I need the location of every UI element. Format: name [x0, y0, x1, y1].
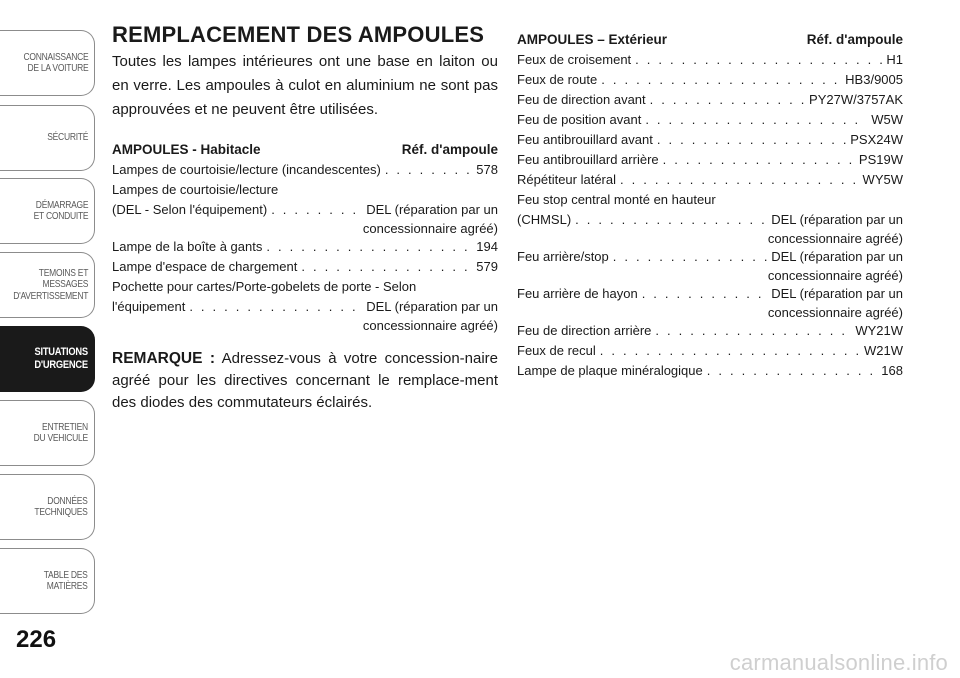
exterior-rows	[517, 321, 903, 381]
tab-label: DONNÉES TECHNIQUES	[34, 495, 88, 518]
note-label: REMARQUE :	[112, 350, 216, 367]
chapter-tabs	[0, 0, 98, 678]
table-row	[517, 130, 903, 150]
row-value: DEL (réparation par un	[771, 249, 903, 264]
row-label: Lampes de courtoisie/lecture (incandescentes)	[112, 162, 381, 177]
leader-dots	[620, 170, 859, 190]
row-value: DEL (réparation par un	[366, 202, 498, 217]
row-label: Feu arrière/stop	[517, 249, 609, 264]
intro-paragraph: Toutes les lampes intérieures ont une base en laiton ou en verre. Les ampoules à culot en aluminium ne sont pas approuvées et ne peuvent être utilisées.	[112, 53, 498, 118]
page-number: 226	[16, 626, 57, 653]
row-label: Lampe de plaque minéralogique	[517, 363, 703, 378]
leader-dots	[663, 150, 855, 170]
note-paragraph	[112, 348, 498, 414]
row-value: H1	[886, 52, 903, 67]
table-row	[517, 210, 903, 230]
row-value-continued: concessionnaire agréé)	[362, 221, 498, 236]
row-value: WY5W	[862, 172, 903, 187]
table-row	[112, 297, 498, 317]
exterior-header-left: AMPOULES – Extérieur	[517, 32, 668, 47]
table-row	[517, 170, 903, 190]
note-text: Adressez-vous à votre concession-naire agréé pour les directives concernant le remplace-ment des diodes des commutateurs éclairés.	[112, 350, 499, 411]
exterior-table-header	[517, 32, 903, 47]
tab-label: TEMOINS ET MESSAGES D'AVERTISSEMENT	[13, 267, 88, 302]
table-row	[112, 237, 498, 257]
row-label: Lampe de la boîte à gants	[112, 239, 263, 254]
row-value-continued: concessionnaire agréé)	[362, 318, 498, 333]
table-row	[517, 90, 903, 110]
tab-entretien[interactable]	[0, 400, 95, 466]
table-row	[112, 200, 498, 220]
leader-dots	[266, 237, 472, 257]
leader-dots	[645, 110, 867, 130]
row-label: Feu de position avant	[517, 112, 642, 127]
row-value: W21W	[864, 343, 903, 358]
tab-label: CONNAISSANCE DE LA VOITURE	[23, 51, 88, 74]
exterior-header-right: Réf. d'ampoule	[806, 32, 903, 47]
tab-temoins[interactable]	[0, 252, 95, 318]
row-label: Feu de direction avant	[517, 92, 646, 107]
leader-dots	[707, 361, 878, 381]
leader-dots	[650, 90, 805, 110]
row-value: PY27W/3757AK	[809, 92, 903, 107]
table-row	[517, 150, 903, 170]
tab-label: TABLE DES MATIÈRES	[44, 569, 88, 592]
interior-table-header	[112, 142, 498, 157]
table-row	[517, 321, 903, 341]
row-label: Feu de direction arrière	[517, 323, 652, 338]
tab-label: ENTRETIEN DU VEHICULE	[33, 421, 88, 444]
table-row	[517, 361, 903, 381]
left-column	[112, 22, 498, 414]
row-label: Feu antibrouillard arrière	[517, 152, 659, 167]
tab-table-matieres[interactable]	[0, 548, 95, 614]
leader-dots	[655, 321, 851, 341]
row-value: PSX24W	[850, 132, 903, 147]
row-value: 579	[476, 259, 498, 274]
row-value: 168	[881, 363, 903, 378]
row-value: 194	[476, 239, 498, 254]
row-value: 578	[476, 162, 498, 177]
tab-label: SÉCURITÉ	[47, 132, 88, 144]
row-value-continued: concessionnaire agréé)	[767, 268, 903, 283]
row-label: Lampe d'espace de chargement	[112, 259, 298, 274]
tab-label: DÉMARRAGE ET CONDUITE	[33, 199, 88, 222]
table-row	[517, 341, 903, 361]
tab-label: SITUATIONS D'URGENCE	[34, 346, 88, 371]
row-label: (DEL - Selon l'équipement)	[112, 202, 268, 217]
leader-dots	[301, 257, 472, 277]
row-label: (CHMSL)	[517, 212, 572, 227]
leader-dots	[642, 284, 768, 304]
row-value: PS19W	[858, 152, 903, 167]
row-label: l'équipement	[112, 299, 186, 314]
row-label-line: Feu stop central monté en hauteur	[517, 192, 716, 207]
row-value: DEL (réparation par un	[366, 299, 498, 314]
leader-dots	[635, 50, 882, 70]
tab-securite[interactable]	[0, 105, 95, 171]
row-value-continued: concessionnaire agréé)	[767, 231, 903, 246]
tab-demarrage[interactable]	[0, 178, 95, 244]
table-row	[517, 247, 903, 267]
row-value: DEL (réparation par un	[771, 212, 903, 227]
row-label: Feux de route	[517, 72, 598, 87]
row-label: Répétiteur latéral	[517, 172, 616, 187]
row-label: Feux de recul	[517, 343, 596, 358]
row-value: HB3/9005	[845, 72, 903, 87]
table-row	[112, 257, 498, 277]
watermark: carmanualsonline.info	[729, 650, 948, 675]
leader-dots	[613, 247, 767, 267]
row-value: WY21W	[855, 323, 903, 338]
right-column	[517, 32, 903, 381]
table-row	[112, 160, 498, 180]
row-label: Feu antibrouillard avant	[517, 132, 653, 147]
row-label-line: Pochette pour cartes/Porte-gobelets de porte - Selon	[112, 279, 417, 294]
exterior-rows	[517, 50, 903, 190]
row-value: W5W	[871, 112, 903, 127]
leader-dots	[601, 70, 841, 90]
interior-header-left: AMPOULES - Habitacle	[112, 142, 261, 157]
leader-dots	[385, 160, 472, 180]
row-value: DEL (réparation par un	[771, 286, 903, 301]
row-label: Feux de croisement	[517, 52, 632, 67]
tab-donnees[interactable]	[0, 474, 95, 540]
tab-connaissance[interactable]	[0, 30, 95, 96]
interior-header-right: Réf. d'ampoule	[401, 142, 498, 157]
table-row	[517, 70, 903, 90]
table-row	[517, 284, 903, 304]
table-row	[517, 50, 903, 70]
leader-dots	[600, 341, 860, 361]
leader-dots	[657, 130, 846, 150]
row-label: Feu arrière de hayon	[517, 286, 638, 301]
leader-dots	[575, 210, 767, 230]
row-value-continued: concessionnaire agréé)	[767, 305, 903, 320]
page-title: REMPLACEMENT DES AMPOULES	[112, 22, 485, 47]
table-row	[517, 110, 903, 130]
tab-situations-urgence[interactable]	[0, 326, 95, 392]
row-label-line: Lampes de courtoisie/lecture	[112, 182, 279, 197]
leader-dots	[189, 297, 362, 317]
leader-dots	[271, 200, 362, 220]
